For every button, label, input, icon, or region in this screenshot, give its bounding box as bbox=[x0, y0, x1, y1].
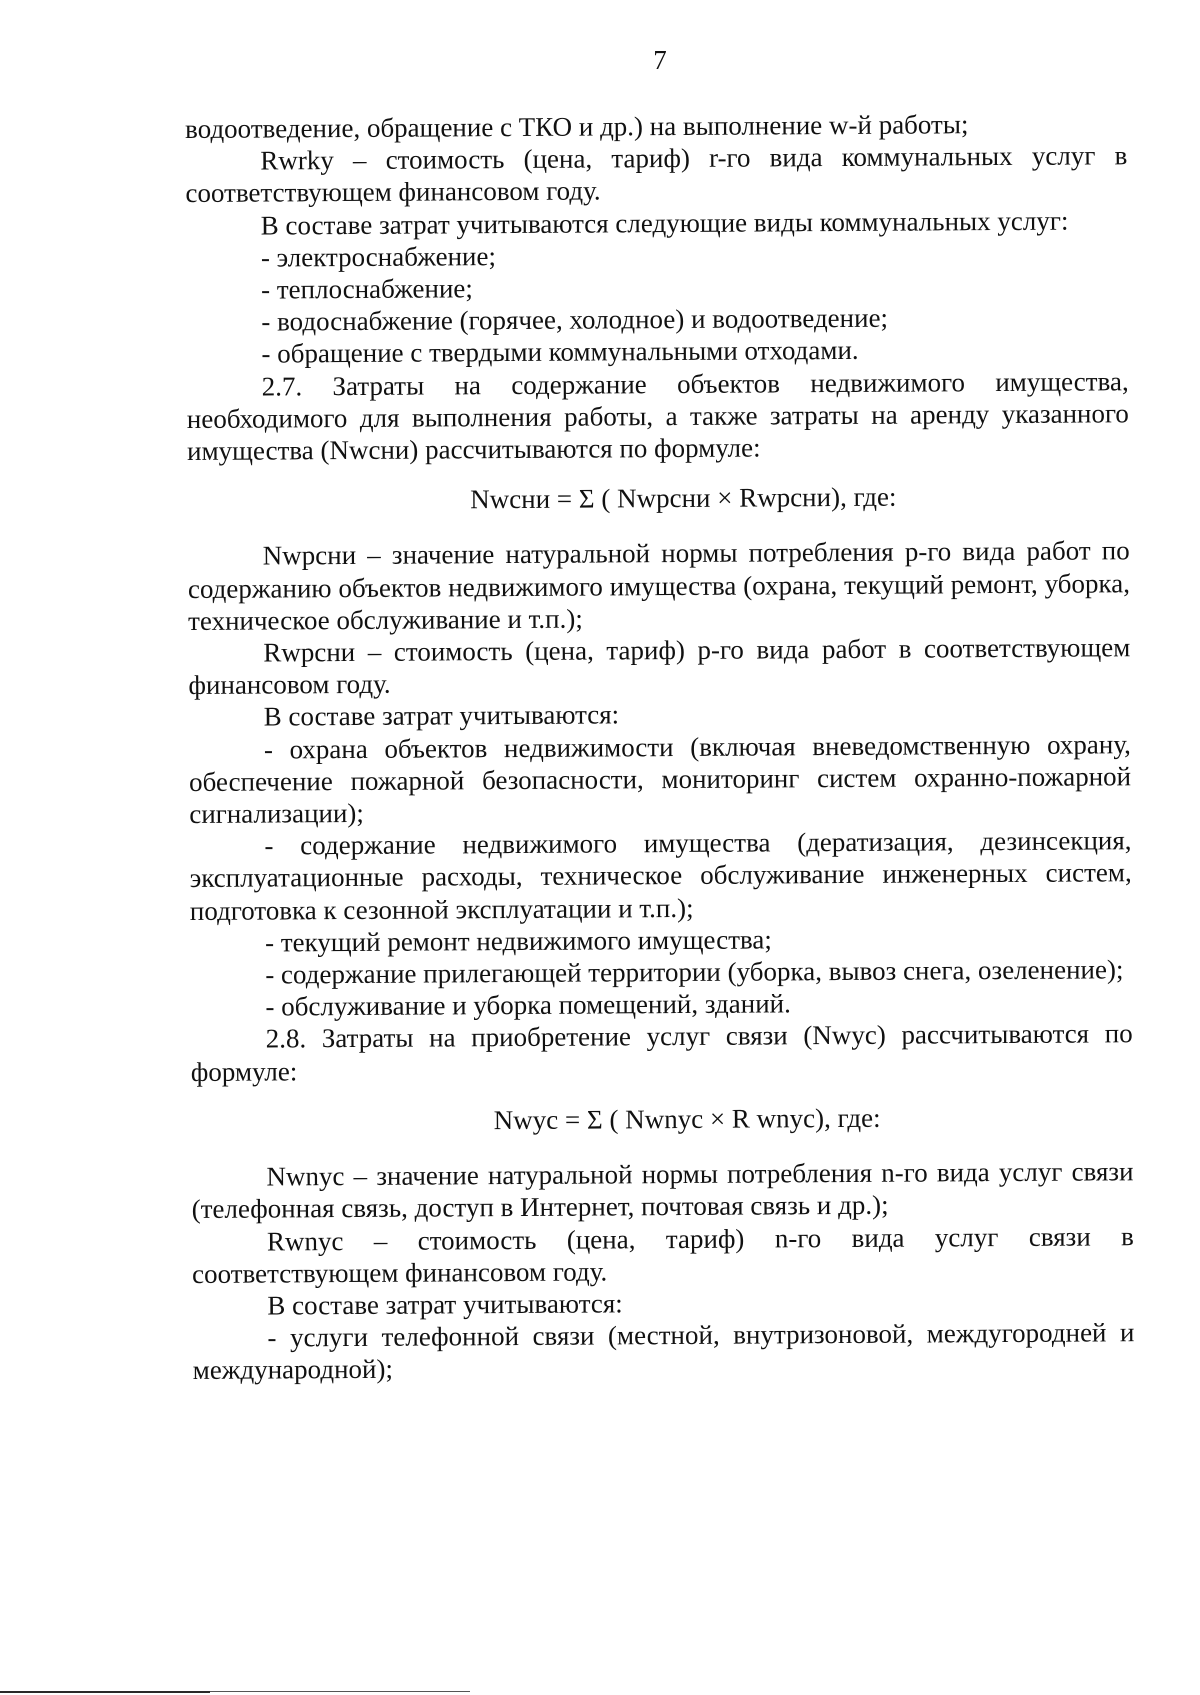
list-item: - теплоснабжение; bbox=[260, 273, 473, 305]
definition-nwpcni: Nwpcни – значение натуральной нормы потребления p-го вида работ по содержанию объектов недвижимого имущества (охрана, текущий ремонт, уборка, техническое обслуживание и т.п.); bbox=[187, 535, 1130, 636]
scan-edge-line bbox=[0, 1691, 210, 1693]
formula-nwcni: Nwcни = Σ ( Nwpcни × Rwpcни), где: bbox=[470, 481, 897, 515]
list-item: - водоснабжение (горячее, холодное) и водоотведение; bbox=[261, 302, 889, 337]
page-number: 7 bbox=[653, 45, 667, 75]
list-item: - услуги телефонной связи (местной, внутризоновой, междугородней и международной); bbox=[192, 1317, 1135, 1386]
formula-nwyc: Nwyc = Σ ( Nwnyc × R wnyc), где: bbox=[493, 1102, 881, 1136]
paragraph-continuation: водоотведение, обращение с ТКО и др.) на выполнение w-й работы; bbox=[185, 109, 969, 144]
paragraph-costs-include: В составе затрат учитываются: bbox=[267, 1288, 623, 1321]
section-2-8: 2.8. Затраты на приобретение услуг связи (Nwyc) рассчитываются по формуле: bbox=[190, 1018, 1133, 1087]
list-item: - содержание прилегающей территории (уборка, вывоз снега, озеленение); bbox=[265, 954, 1124, 990]
list-item: - электроснабжение; bbox=[260, 240, 496, 273]
section-2-7: 2.7. Затраты на содержание объектов недвижимого имущества, необходимого для выполнения работы, а также затраты на аренду указанного имущества (Nwcни) рассчитываются по формуле: bbox=[186, 365, 1129, 467]
list-item: - обращение с твердыми коммунальными отходами. bbox=[261, 335, 859, 369]
definition-rwnyc: Rwnyc – стоимость (цена, тариф) n-го вида услуг связи в соответствующем финансовом году. bbox=[191, 1220, 1134, 1289]
definition-rwpcni: Rwpcни – стоимость (цена, тариф) p-го вида работ в соответствующем финансовом году. bbox=[188, 632, 1131, 701]
scan-edge-line bbox=[210, 1691, 470, 1692]
list-item: - содержание недвижимого имущества (дератизация, дезинсекция, эксплуатационные расходы, техническое обслуживание инженерных систем, подготовка к сезонной эксплуатации и т.п.); bbox=[189, 825, 1132, 926]
paragraph-costs-include: В составе затрат учитываются: bbox=[263, 699, 620, 732]
document-body bbox=[185, 107, 1135, 1386]
definition-rwrky: Rwrky – стоимость (цена, тариф) r-го вида коммунальных услуг в соответствующем финансовом году. bbox=[185, 140, 1128, 209]
definition-nwnyc: Nwnyc – значение натуральной нормы потребления n-го вида услуг связи (телефонная связь, доступ в Интернет, почтовая связь и др.); bbox=[191, 1156, 1134, 1225]
list-item: - текущий ремонт недвижимого имущества; bbox=[264, 924, 772, 958]
list-item: - охрана объектов недвижимости (включая вневедомственную охрану, обеспечение пожарной безопасности, мониторинг систем охранно-пожарной сигнализации); bbox=[188, 728, 1132, 830]
paragraph-utilities-intro: В составе затрат учитываются следующие виды коммунальных услуг: bbox=[260, 205, 1069, 241]
list-item: - обслуживание и уборка помещений, зданий. bbox=[265, 988, 791, 1022]
